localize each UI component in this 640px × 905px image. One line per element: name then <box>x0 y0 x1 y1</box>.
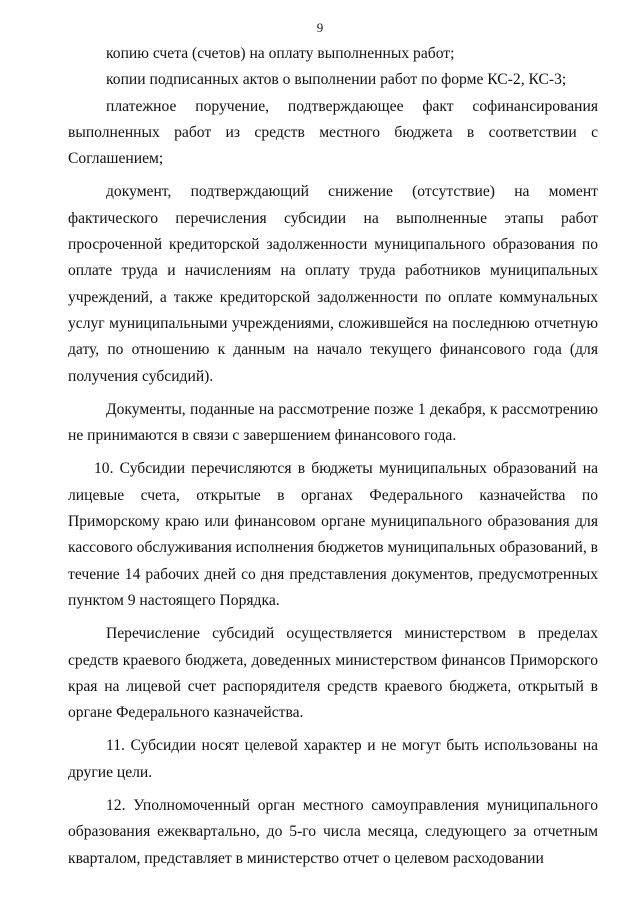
paragraph-item-12: 12. Уполномоченный орган местного самоуправления муниципального образования ежеквартально, до 5-го числа месяца, следующего за отчетным кварталом, представляет в министерство отчет о целевом расходовании <box>68 797 598 867</box>
paragraph-transfer-limits: Перечисление субсидий осуществляется министерством в пределах средств краевого бюджета, доведенных министерством финансов Приморского края на лицевой счет распорядителя средств краевого бюджета, открытый в органе Федерального казначейства. <box>68 625 598 722</box>
paragraph-deadline-note: Документы, поданные на рассмотрение позже 1 декабря, к рассмотрению не принимаются в связи с завершением финансового года. <box>68 400 598 445</box>
paragraph-acts-copy: копии подписанных актов о выполнении работ по форме КС-2, КС-3; <box>106 71 567 89</box>
paragraph-item-11: 11. Субсидии носят целевой характер и не могут быть использованы на другие цели. <box>68 737 598 781</box>
paragraph-item-10: 10. Субсидии перечисляются в бюджеты муниципальных образований на лицевые счета, открытые в органах Федерального казначейства по Приморскому краю или финансовом органе муниципального образования для кассового обслуживания исполнения бюджетов муниципальных образований, в течение 14 рабочих дней со дня представления документов, предусмотренных пунктом 9 настоящего Порядка. <box>68 460 598 609</box>
paragraph-invoice-copy: копию счета (счетов) на оплату выполненных работ; <box>106 45 455 62</box>
paragraph-payment-order: платежное поручение, подтверждающее факт софинансирования выполненных работ из средств местного бюджета в соответствии с Соглашением; <box>68 97 598 168</box>
paragraph-debt-document: документ, подтверждающий снижение (отсутствие) на момент фактического перечисления субсидии на выполненные этапы работ просроченной кредиторской задолженности муниципального образования по оплате труда и начислениям на оплату труда работников муниципальных учреждений, а также кредиторской задолженности по оплате коммунальных услуг муниципальными учреждениями, сложившейся на последнюю отчетную дату, по отношению к данным на начало текущего финансового года (для получения субсидий). <box>68 183 598 385</box>
page-number: 9 <box>316 20 324 35</box>
document-body <box>68 41 598 872</box>
